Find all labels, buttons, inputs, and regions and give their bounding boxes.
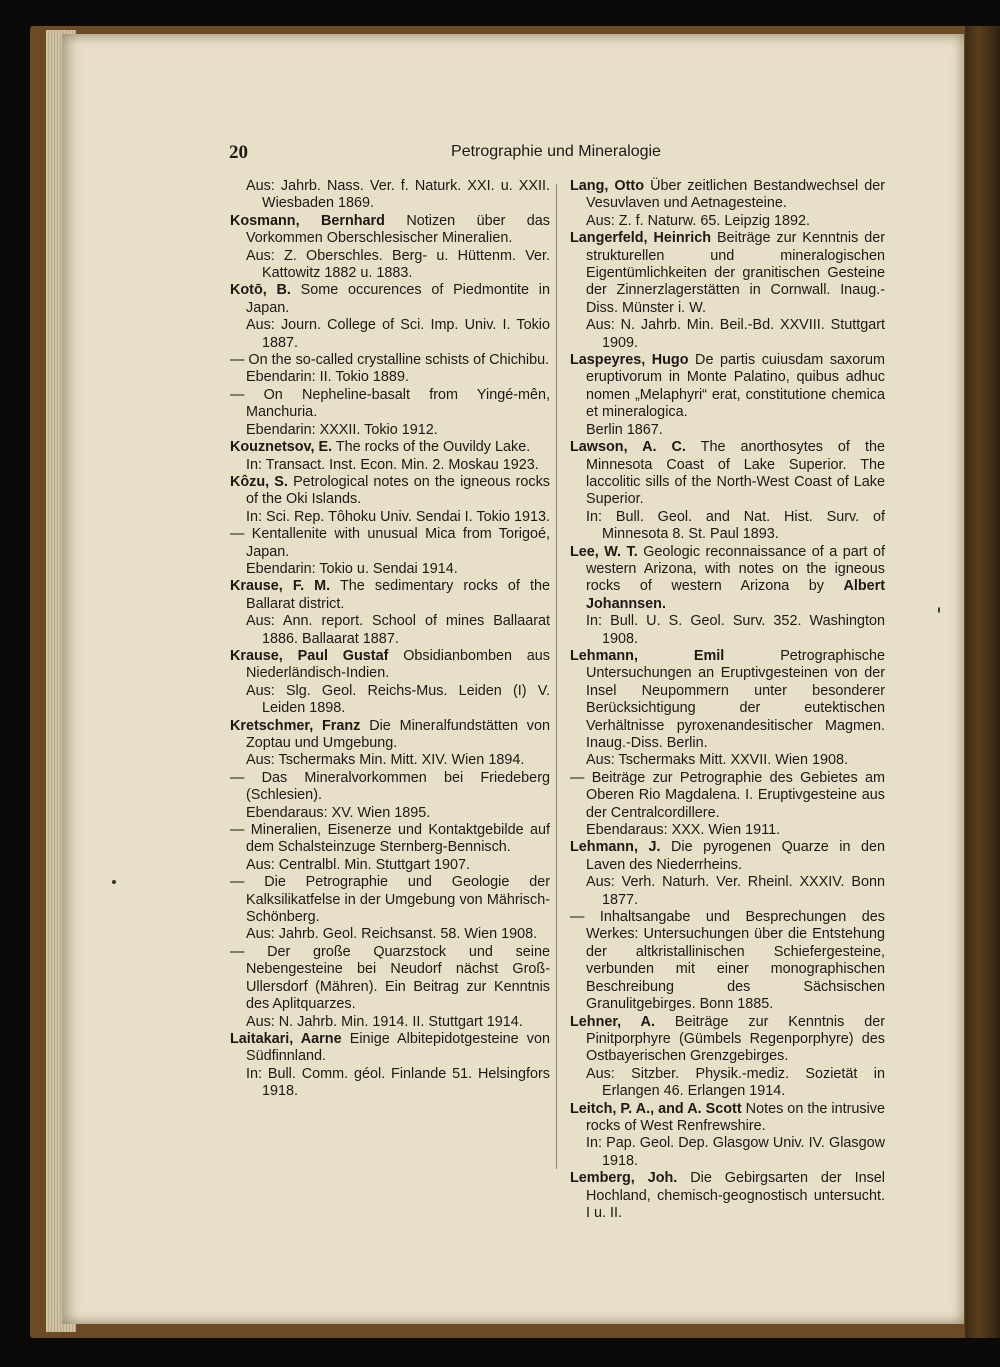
entry-title: Über zeitlichen Bestandwechsel der Vesuvlaven und Aetnagesteine. bbox=[586, 178, 885, 212]
entry-source: Ebendarin: XXXII. Tokio 1912. bbox=[246, 421, 438, 438]
entry-title: Die Gebirgsarten der Insel Hochland, chemisch-geognostisch untersucht. I u. II. bbox=[586, 1170, 886, 1221]
entry-source: Aus: Jahrb. Geol. Reichsanst. 58. Wien 1908. bbox=[246, 926, 538, 943]
entry-title: Petrographische Untersuchungen an Eruptivgesteinen von der Insel Neupommern unter besonderer Berücksichtigung der eutektischen Verhältnisse pyroxenandesitischer Magmen. Inaug.-Diss. Berlin. bbox=[586, 647, 885, 751]
entry-title: Die Mineralfundstätten von Zoptau und Umgebung. bbox=[246, 717, 550, 751]
page-header bbox=[229, 142, 883, 166]
entry-title: Petrological notes on the igneous rocks of the Oki Islands. bbox=[246, 473, 551, 508]
page-number: 20 bbox=[229, 142, 248, 163]
entry-source: In: Bull. Comm. géol. Finlande 51. Helsingfors 1918. bbox=[246, 1065, 550, 1100]
bibliography-entry bbox=[230, 718, 550, 770]
entry-author: Krause, F. M. bbox=[230, 578, 331, 595]
entry-title-line bbox=[230, 439, 550, 456]
entry-title: — On Nepheline-basalt from Yingé-mên, Manchuria. bbox=[230, 386, 550, 421]
entry-source: Aus: Tschermaks Min. Mitt. XIV. Wien 1894. bbox=[246, 752, 525, 769]
entry-source: Aus: Verh. Naturh. Ver. Rheinl. XXXIV. Bonn 1877. bbox=[586, 874, 885, 908]
entry-source: Ebendarin: Tokio u. Sendai 1914. bbox=[246, 560, 458, 577]
entry-author: Lemberg, Joh. bbox=[570, 1170, 678, 1187]
entry-title: Beiträge zur Kenntnis der Pinitporphyre (Gümbels Regenporphyre) des Ostbayerischen Grenzgebirges. bbox=[586, 1013, 885, 1065]
entry-title-line bbox=[230, 874, 550, 926]
bibliography-entry bbox=[230, 770, 550, 822]
bibliography-entry bbox=[570, 1101, 885, 1171]
entry-title-line bbox=[570, 352, 885, 422]
entry-source: Aus: Journ. College of Sci. Imp. Univ. I. Tokio 1887. bbox=[246, 317, 550, 351]
entry-source: Aus: N. Jahrb. Min. Beil.-Bd. XXVIII. Stuttgart 1909. bbox=[586, 317, 885, 351]
bibliography-entry bbox=[230, 474, 550, 526]
bibliography-entry bbox=[230, 282, 550, 352]
entry-title-line bbox=[230, 352, 550, 369]
entry-title: Beiträge zur Kenntnis der strukturellen und mineralogischen Eigentümlichkeiten der granitischen Gesteine der Zinnerzlagerstätten in Cornwall. Inaug.-Diss. Münster i. W. bbox=[586, 230, 886, 316]
column-divider bbox=[556, 184, 557, 1169]
bibliography-entry bbox=[570, 770, 885, 840]
entry-source: In: Transact. Inst. Econ. Min. 2. Moskau 1923. bbox=[246, 456, 539, 473]
entry-title: Geologic reconnaissance of a part of western Arizona, with notes on the igneous rocks of western Arizona by bbox=[586, 543, 886, 595]
entry-title-line bbox=[230, 718, 550, 753]
entry-author: Kôzu, S. bbox=[230, 473, 288, 490]
entry-source: In: Bull. Geol. and Nat. Hist. Surv. of Minnesota 8. St. Paul 1893. bbox=[586, 508, 885, 543]
entry-title: — Mineralien, Eisenerze und Kontaktgebilde auf dem Schalsteinzuge Sternberg-Bennisch. bbox=[230, 822, 550, 856]
bibliography-entry bbox=[570, 909, 885, 1013]
entry-title: Einige Albitepidotgesteine von Südfinnland. bbox=[246, 1030, 550, 1065]
paper-speck bbox=[112, 880, 116, 884]
entry-title: — Beiträge zur Petrographie des Gebietes am Oberen Rio Magdalena. I. Eruptivgesteine aus der Centralcordillere. bbox=[570, 769, 885, 821]
entry-title-line bbox=[570, 178, 885, 213]
entry-source: Aus: Centralbl. Min. Stuttgart 1907. bbox=[246, 856, 470, 873]
entry-author: Laitakari, Aarne bbox=[230, 1030, 342, 1047]
entry-title-line bbox=[230, 526, 550, 561]
entry-source: Ebendaraus: XV. Wien 1895. bbox=[246, 804, 431, 821]
entry-title-line bbox=[570, 770, 885, 822]
entry-source: Aus: Sitzber. Physik.-mediz. Sozietät in Erlangen 46. Erlangen 1914. bbox=[586, 1065, 885, 1100]
entry-title-line bbox=[230, 213, 550, 248]
bibliography-entry bbox=[230, 439, 550, 474]
entry-title-line bbox=[570, 648, 885, 752]
entry-author: Lehmann, Emil bbox=[570, 647, 725, 664]
right-column bbox=[570, 178, 885, 1222]
running-title: Petrographie und Mineralogie bbox=[451, 143, 661, 160]
bibliography-entry bbox=[570, 352, 885, 439]
entry-source: Aus: Ann. report. School of mines Ballaarat 1886. Ballaarat 1887. bbox=[246, 613, 550, 647]
entry-title-line bbox=[230, 387, 550, 422]
entry-source: Aus: Z. Oberschles. Berg- u. Hüttenm. Ver. Kattowitz 1882 u. 1883. bbox=[246, 247, 550, 282]
entry-source: Aus: Slg. Geol. Reichs-Mus. Leiden (I) V. Leiden 1898. bbox=[246, 682, 550, 717]
entry-author: Langerfeld, Heinrich bbox=[570, 230, 712, 247]
entry-source: Ebendarin: II. Tokio 1889. bbox=[246, 369, 409, 386]
entry-title: Die pyrogenen Quarze in den Laven des Niederrheins. bbox=[586, 839, 886, 873]
bibliography-entry bbox=[230, 213, 550, 283]
bibliography-entry bbox=[230, 822, 550, 874]
bibliography-entry bbox=[230, 352, 550, 387]
bibliography-entry bbox=[570, 1014, 885, 1101]
entry-author: Lang, Otto bbox=[570, 178, 644, 194]
bibliography-entry bbox=[570, 439, 885, 543]
entry-title: — Inhaltsangabe und Besprechungen des Werkes: Untersuchungen über die Entstehung der altkristallinischen Schiefergesteine, verbunden mit einer monographischen Beschreibung des Sächsischen Granulitgebirges. Bonn 1885. bbox=[570, 909, 885, 1013]
entry-title-line bbox=[230, 822, 550, 857]
entry-title: — Der große Quarzstock und seine Nebengesteine bei Neudorf nächst Groß-Ullersdorf (Mähren). Ein Beitrag zur Kenntnis des Aplitquarzes. bbox=[230, 943, 550, 1013]
entry-author: Lawson, A. C. bbox=[570, 439, 686, 456]
entry-title: Notizen über das Vorkommen Oberschlesischer Mineralien. bbox=[246, 212, 550, 247]
bibliography-entry bbox=[230, 874, 550, 944]
entry-title-line bbox=[570, 439, 885, 509]
entry-title: The rocks of the Ouvildy Lake. bbox=[335, 439, 531, 456]
entry-source: Aus: Tschermaks Mitt. XXVII. Wien 1908. bbox=[586, 752, 849, 769]
entry-author: Kosmann, Bernhard bbox=[230, 212, 385, 229]
entry-title-author: Albert Johannsen. bbox=[586, 578, 886, 612]
entry-source: In: Pap. Geol. Dep. Glasgow Univ. IV. Glasgow 1918. bbox=[586, 1135, 885, 1169]
entry-title-line bbox=[230, 578, 550, 613]
bibliography-entry bbox=[230, 526, 550, 578]
entry-author: Kotō, B. bbox=[230, 282, 291, 299]
entry-title: Obsidianbomben aus Niederländisch-Indien. bbox=[246, 647, 550, 682]
entry-author: Laspeyres, Hugo bbox=[570, 352, 689, 369]
entry-author: Lehner, A. bbox=[570, 1013, 655, 1030]
entry-title-line bbox=[230, 1031, 550, 1066]
bibliography-entry bbox=[570, 544, 885, 648]
bibliography-entry bbox=[570, 1170, 885, 1222]
entry-title-line bbox=[230, 282, 550, 317]
entry-title-line bbox=[230, 944, 550, 1014]
bibliography-entry bbox=[570, 230, 885, 352]
entry-source: In: Sci. Rep. Tôhoku Univ. Sendai I. Tokio 1913. bbox=[246, 508, 550, 525]
entry-title: — On the so-called crystalline schists of Chichibu. bbox=[230, 352, 550, 369]
entry-author: Leitch, P. A., and A. Scott bbox=[570, 1100, 742, 1117]
bibliography-entry bbox=[230, 178, 550, 213]
bibliography-entry bbox=[570, 648, 885, 770]
entry-source: Ebendaraus: XXX. Wien 1911. bbox=[586, 822, 781, 839]
entry-title-line bbox=[570, 909, 885, 1013]
entry-source: In: Bull. U. S. Geol. Surv. 352. Washington 1908. bbox=[586, 613, 885, 647]
bibliography-entry bbox=[230, 944, 550, 1031]
entry-title-line bbox=[570, 1170, 885, 1222]
bibliography-entry bbox=[230, 578, 550, 648]
entry-author: Kouznetsov, E. bbox=[230, 439, 333, 456]
entry-title: De partis cuiusdam saxorum eruptivorum in Monte Palatino, quibus adhuc nomen „Melaphyri“ erat, constitutione chemica et mineralogica. bbox=[586, 352, 885, 421]
entry-source: Berlin 1867. bbox=[586, 421, 663, 438]
entry-title-line bbox=[570, 230, 885, 317]
entry-title: Notes on the intrusive rocks of West Renfrewshire. bbox=[586, 1100, 885, 1134]
entry-title-line bbox=[230, 474, 550, 509]
entry-source: Aus: N. Jahrb. Min. 1914. II. Stuttgart 1914. bbox=[246, 1013, 523, 1030]
entry-source: Aus: Jahrb. Nass. Ver. f. Naturk. XXI. u. XXII. Wiesbaden 1869. bbox=[246, 178, 550, 212]
entry-title: — Kentallenite with unusual Mica from Torigoé, Japan. bbox=[230, 526, 550, 560]
entry-title-line bbox=[570, 839, 885, 874]
entry-source: Aus: Z. f. Naturw. 65. Leipzig 1892. bbox=[586, 212, 810, 229]
entry-title-line bbox=[230, 770, 550, 805]
bibliography-entry bbox=[570, 178, 885, 230]
entry-title: The anorthosytes of the Minnesota Coast of Lake Superior. The laccolitic sills of the North-West Coast of Lake Superior. bbox=[586, 439, 885, 508]
entry-title: Some occurences of Piedmontite in Japan. bbox=[246, 282, 551, 316]
book-spine bbox=[965, 26, 1000, 1338]
bibliography-entry bbox=[230, 387, 550, 439]
entry-author: Lehmann, J. bbox=[570, 839, 661, 856]
bibliography-entry bbox=[230, 648, 550, 718]
left-column bbox=[230, 178, 550, 1101]
entry-title: — Das Mineralvorkommen bei Friedeberg (Schlesien). bbox=[230, 769, 550, 804]
entry-author: Krause, Paul Gustaf bbox=[230, 647, 389, 664]
entry-title-line bbox=[230, 648, 550, 683]
entry-title: — Die Petrographie und Geologie der Kalksilikatfelse in der Umgebung von Mährisch-Schönberg. bbox=[230, 874, 550, 926]
entry-title-line bbox=[570, 544, 885, 614]
entry-title-line bbox=[570, 1014, 885, 1066]
paper-speck bbox=[938, 607, 940, 613]
entry-title-line bbox=[570, 1101, 885, 1136]
entry-author: Kretschmer, Franz bbox=[230, 717, 361, 734]
entry-title: The sedimentary rocks of the Ballarat district. bbox=[246, 578, 550, 612]
bibliography-entry bbox=[570, 839, 885, 909]
bibliography-entry bbox=[230, 1031, 550, 1101]
entry-author: Lee, W. T. bbox=[570, 543, 638, 560]
